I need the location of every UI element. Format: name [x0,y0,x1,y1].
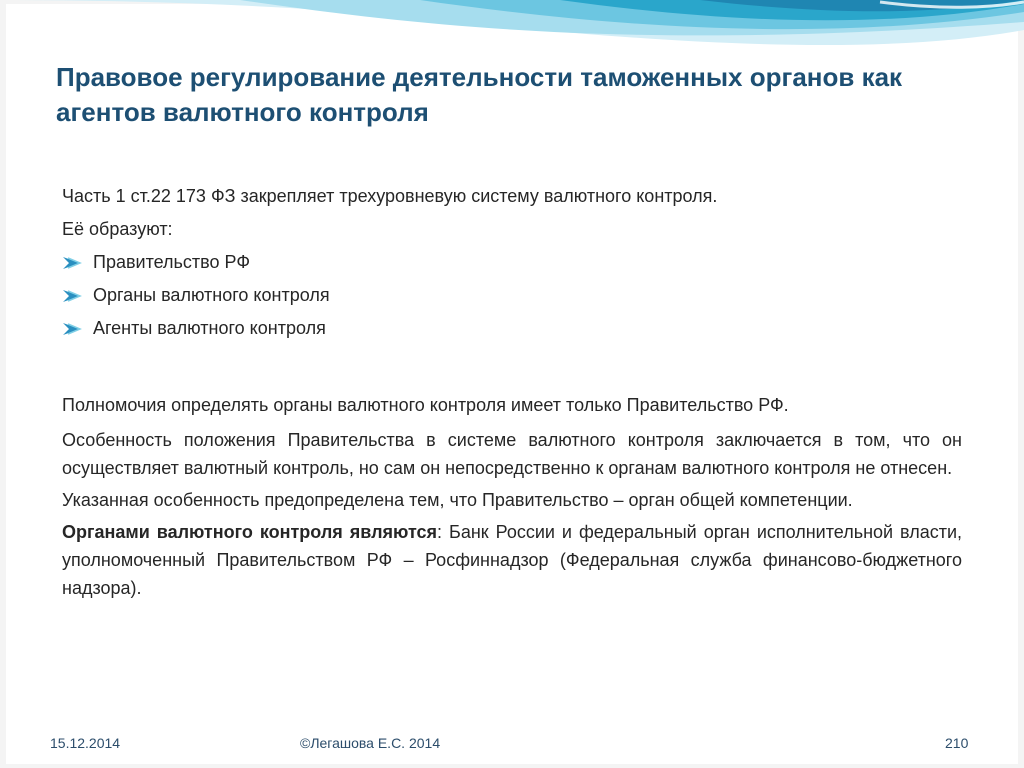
paragraph-4-rest: : Банк России и федеральный орган исполнительной власти, уполномоченный Правительством РФ – Росфиннадзор (Федеральная служба финансово-бюджетного надзора). [62,522,963,598]
footer-date: 15.12.2014 [50,735,121,751]
list-item [62,246,962,279]
footer-author: ©Легашова Е.С. 2014 [300,735,441,751]
list-item [62,279,962,312]
paragraph-2: Особенность положения Правительства в системе валютного контроля заключается в том, что он осуществляет валютный контроль, но сам он непосредственно к органам валютного контроля не отнесен. [62,430,962,478]
slide-content [62,180,962,602]
paragraph-1: Полномочия определять органы валютного контроля имеет только Правительство РФ. [62,395,789,415]
list-item [62,312,962,345]
arrow-bullet-icon [62,256,93,270]
intro-text: Часть 1 ст.22 173 ФЗ закрепляет трехуровневую систему валютного контроля. [62,186,718,206]
paragraph-4 [62,518,962,602]
arrow-bullet-icon [62,289,93,303]
arrow-bullet-icon [62,322,93,336]
slide-title: Правовое регулирование деятельности таможенных органов как агентов валютного контроля [56,62,903,127]
list-item-label: Правительство РФ [93,252,251,272]
list-item-label: Органы валютного контроля [93,285,330,305]
header-wave-decoration [0,0,1024,60]
footer-page-number: 210 [945,735,969,751]
composed-of-text: Её образуют: [62,219,173,239]
paragraph-3: Указанная особенность предопределена тем, что Правительство – орган общей компетенции. [62,490,853,510]
paragraph-4-bold: Органами валютного контроля являются [62,522,438,542]
list-item-label: Агенты валютного контроля [93,318,326,338]
